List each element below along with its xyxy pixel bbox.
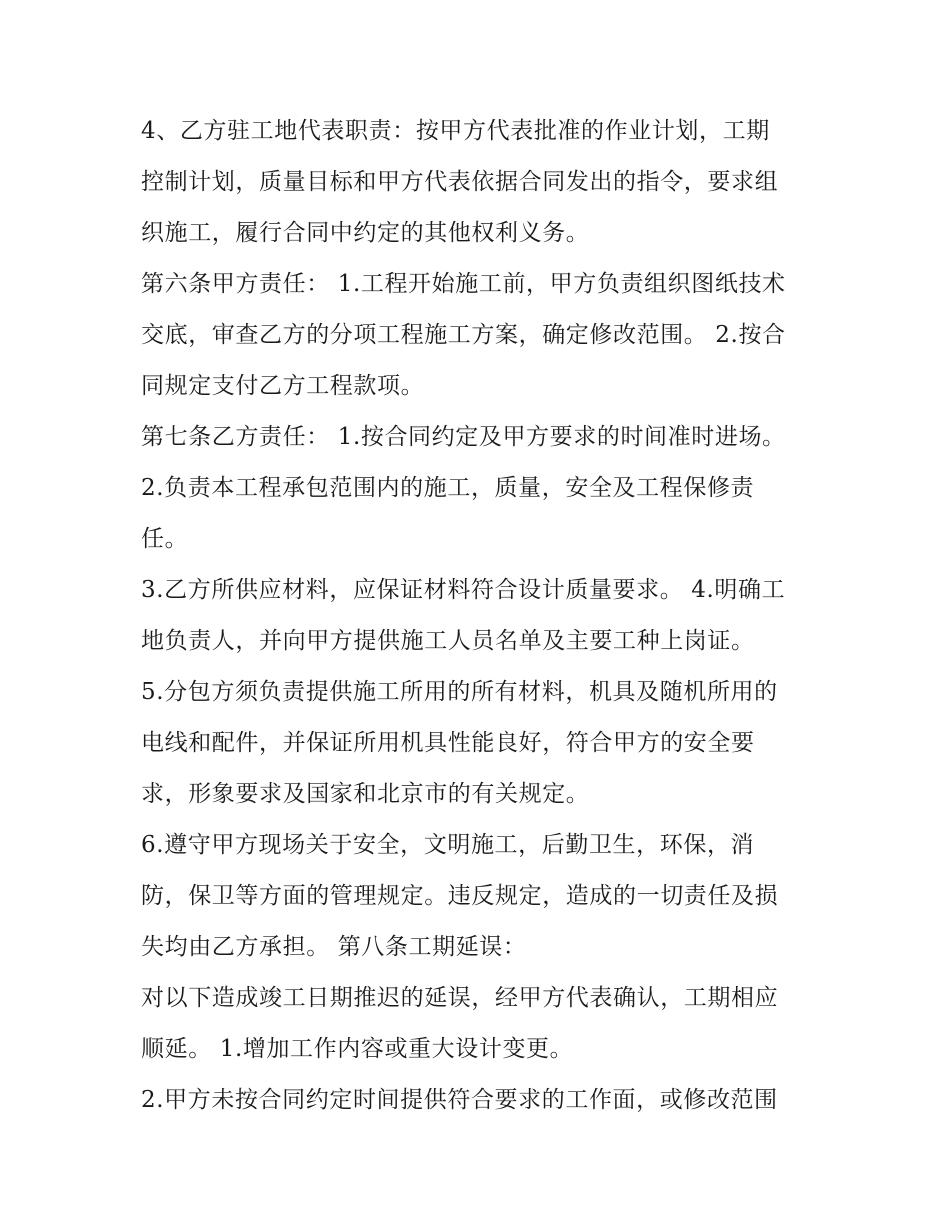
text-line: 地负责人，并向甲方提供施工人员名单及主要工种上岗证。 [141, 628, 755, 654]
text-line: 控制计划，质量目标和甲方代表依据合同发出的指令，要求组 [141, 169, 779, 195]
text-line: 2.甲方未按合同约定时间提供符合要求的工作面，或修改范围 [141, 1087, 778, 1113]
text-line: 失均由乙方承担。 第八条工期延误： [141, 934, 527, 960]
text-line: 2.负责本工程承包范围内的施工，质量，安全及工程保修责 [141, 475, 755, 501]
text-line: 5.分包方须负责提供施工所用的所有材料，机具及随机所用的 [141, 679, 778, 705]
text-line: 同规定支付乙方工程款项。 [141, 373, 425, 399]
text-line: 6.遵守甲方现场关于安全，文明施工，后勤卫生，环保，消 [141, 832, 755, 858]
text-line: 第七条乙方责任： 1.按合同约定及甲方要求的时间准时进场。 [141, 424, 786, 450]
text-line: 防，保卫等方面的管理规定。违反规定，造成的一切责任及损 [141, 883, 779, 909]
text-line: 第六条甲方责任： 1.工程开始施工前，甲方负责组织图纸技术 [141, 271, 786, 297]
text-line: 对以下造成竣工日期推迟的延误，经甲方代表确认，工期相应 [141, 985, 779, 1011]
text-line: 任。 [141, 526, 189, 552]
text-line: 交底，审查乙方的分项工程施工方案，确定修改范围。 2.按合 [141, 322, 786, 348]
text-line: 电线和配件，并保证所用机具性能良好，符合甲方的安全要 [141, 730, 755, 756]
text-line: 3.乙方所供应材料，应保证材料符合设计质量要求。 4.明确工 [141, 577, 786, 603]
text-line: 顺延。 1.增加工作内容或重大设计变更。 [141, 1036, 574, 1062]
text-line: 求，形象要求及国家和北京市的有关规定。 [141, 781, 590, 807]
contract-text-body [141, 106, 821, 1126]
text-line: 4、乙方驻工地代表职责：按甲方代表批准的作业计划，工期 [141, 118, 770, 144]
text-line: 织施工，履行合同中约定的其他权利义务。 [141, 220, 590, 246]
